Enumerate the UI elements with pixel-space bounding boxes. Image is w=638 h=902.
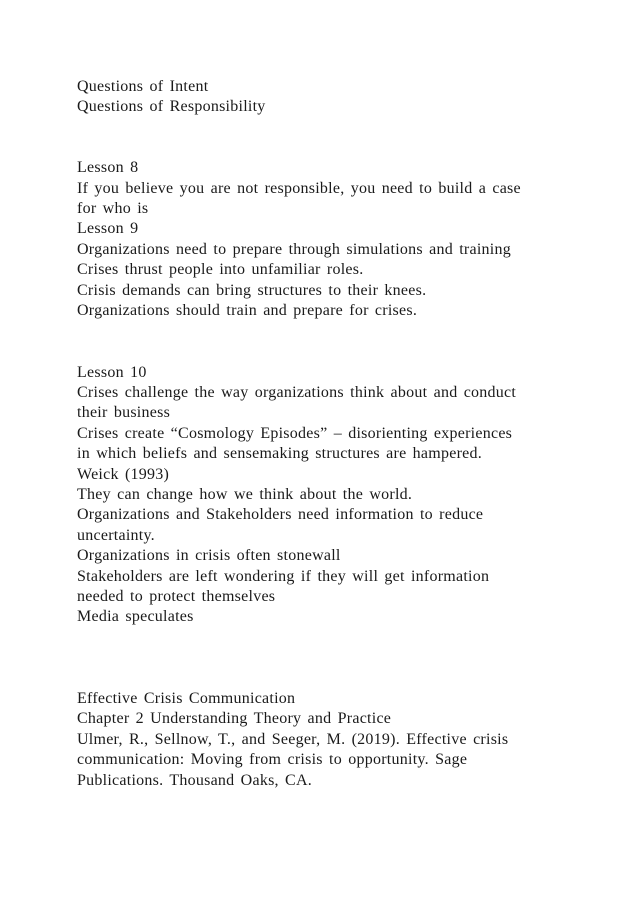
text-line: Stakeholders are left wondering if they will get information: [77, 568, 490, 585]
text-line: Crisis demands can bring structures to their knees.: [77, 282, 427, 299]
text-line: Crises create “Cosmology Episodes” – disorienting experiences: [77, 425, 513, 442]
text-line: Questions of Intent: [77, 78, 209, 95]
text-line: Questions of Responsibility: [77, 98, 266, 115]
text-line: in which beliefs and sensemaking structures are hampered.: [77, 445, 483, 462]
text-line: for who is: [77, 200, 149, 217]
text-line: If you believe you are not responsible, you need to build a case: [77, 180, 521, 197]
text-line: Organizations and Stakeholders need information to reduce: [77, 506, 484, 523]
text-line: Crises thrust people into unfamiliar roles.: [77, 261, 364, 278]
lesson-heading: Lesson 10: [77, 364, 147, 381]
text-line: Organizations should train and prepare for crises.: [77, 302, 418, 319]
text-line: uncertainty.: [77, 527, 155, 544]
text-line: Organizations in crisis often stonewall: [77, 547, 341, 564]
text-line: Organizations need to prepare through simulations and training: [77, 241, 511, 258]
text-line: Media speculates: [77, 608, 194, 625]
text-line: Chapter 2 Understanding Theory and Practice: [77, 710, 392, 727]
lesson-heading: Lesson 8: [77, 159, 139, 176]
text-line: Weick (1993): [77, 466, 170, 483]
citation-line: Publications. Thousand Oaks, CA.: [77, 772, 313, 789]
section-title: Effective Crisis Communication: [77, 690, 296, 707]
citation-line: Ulmer, R., Sellnow, T., and Seeger, M. (2019). Effective crisis: [77, 731, 509, 748]
text-line: needed to protect themselves: [77, 588, 276, 605]
lesson-heading: Lesson 9: [77, 220, 139, 237]
text-line: They can change how we think about the world.: [77, 486, 413, 503]
text-line: their business: [77, 404, 171, 421]
text-line: Crises challenge the way organizations think about and conduct: [77, 384, 517, 401]
citation-line: communication: Moving from crisis to opportunity. Sage: [77, 751, 468, 768]
